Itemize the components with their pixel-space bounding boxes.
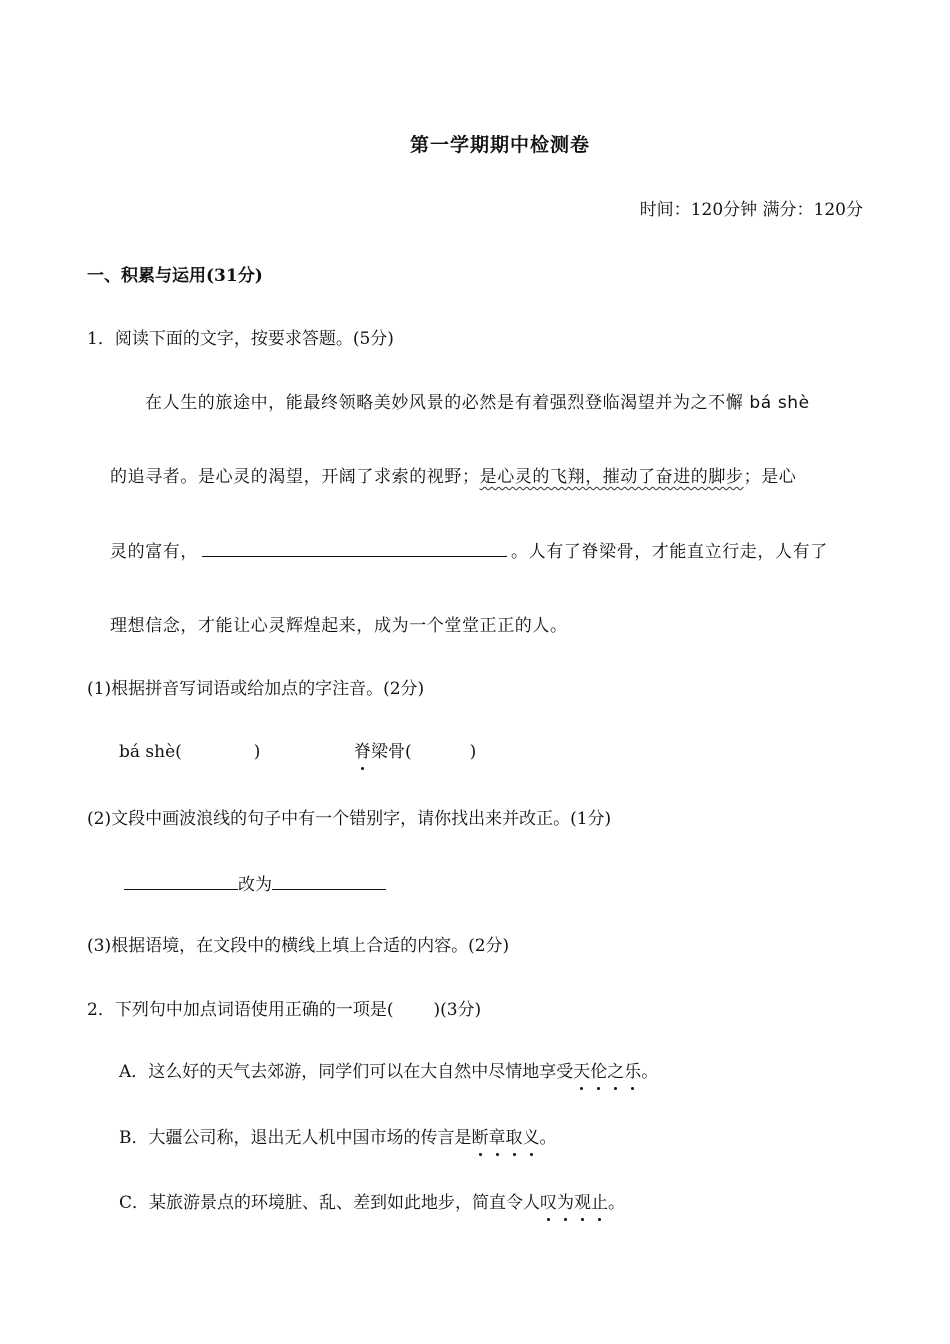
sub-1-answer-b — [354, 740, 476, 764]
passage-text: 灵的富有， — [110, 542, 198, 562]
question-2-stem — [87, 998, 481, 1022]
option-c — [119, 1191, 625, 1215]
question-1-sub-1: (1)根据拼音写词语或给加点的字注音。(2分) — [87, 679, 425, 699]
dotted-char: 章 — [488, 1128, 506, 1148]
dotted-char: 之 — [607, 1062, 625, 1082]
question-1-stem: 1．阅读下面的文字，按要求答题。(5分) — [87, 329, 394, 349]
passage-text: ；是心 — [743, 467, 797, 487]
section-heading: 一、积累与运用(31分) — [87, 266, 263, 286]
paren-close: ) — [253, 742, 261, 762]
option-text: C．某旅游景点的环境脏、乱、差到如此地步，简直令人 — [119, 1193, 541, 1213]
sub-2-answer — [124, 872, 386, 897]
passage-line-3 — [110, 539, 828, 564]
exam-title: 第一学期期中检测卷 — [409, 134, 590, 156]
question-1-sub-3: (3)根据语境，在文段中的横线上填上合适的内容。(2分) — [87, 936, 510, 956]
passage-line-4: 理想信念，才能让心灵辉煌起来，成为一个堂堂正正的人。 — [110, 616, 568, 636]
option-a — [119, 1060, 658, 1084]
dotted-char: 断 — [471, 1128, 489, 1148]
dotted-char: 义 — [522, 1128, 540, 1148]
dotted-char: 止 — [591, 1193, 609, 1213]
option-text: 。 — [641, 1062, 659, 1082]
word-rest: 梁骨( — [371, 742, 412, 762]
option-text: 。 — [608, 1193, 626, 1213]
option-text: B．大疆公司称，退出无人机中国市场的传言是 — [119, 1128, 472, 1148]
passage-line-1: 在人生的旅途中，能最终领略美妙风景的必然是有着强烈登临渴望并为之不懈 bá shè — [145, 393, 810, 413]
question-1-sub-2: (2)文段中画波浪线的句子中有一个错别字，请你找出来并改正。(1分) — [87, 809, 612, 829]
dotted-char: 伦 — [590, 1062, 608, 1082]
dotted-char: 取 — [505, 1128, 523, 1148]
sub-1-answer-a — [119, 740, 260, 764]
answer-blank[interactable] — [124, 872, 238, 890]
dotted-char: 乐 — [624, 1062, 642, 1082]
stem-text: 2．下列句中加点词语使用正确的一项是( — [87, 1000, 394, 1020]
dotted-char: 为 — [557, 1193, 575, 1213]
passage-text: 。人有了脊梁骨，才能直立行走，人有了 — [511, 542, 828, 562]
wavy-underlined-sentence: 是心灵的飞翔，摧动了奋进的脚步 — [479, 467, 744, 487]
paren-close: ) — [469, 742, 477, 762]
exam-time-score: 时间：120分钟 满分：120分 — [639, 200, 863, 220]
dotted-char: 脊 — [354, 742, 371, 762]
pinyin-prompt: bá shè( — [119, 742, 182, 762]
passage-line-2 — [110, 465, 796, 489]
option-text: 。 — [539, 1128, 557, 1148]
option-b — [119, 1126, 557, 1150]
dotted-char: 天 — [573, 1062, 591, 1082]
answer-blank[interactable] — [202, 539, 507, 557]
dotted-char: 观 — [574, 1193, 592, 1213]
answer-blank[interactable] — [272, 872, 386, 890]
option-text: A．这么好的天气去郊游，同学们可以在大自然中尽情地享受 — [119, 1062, 574, 1082]
dotted-char: 叹 — [540, 1193, 558, 1213]
change-to-label: 改为 — [238, 875, 272, 895]
stem-text: )(3分) — [433, 1000, 482, 1020]
passage-text: 的追寻者。是心灵的渴望，开阔了求索的视野； — [110, 467, 480, 487]
